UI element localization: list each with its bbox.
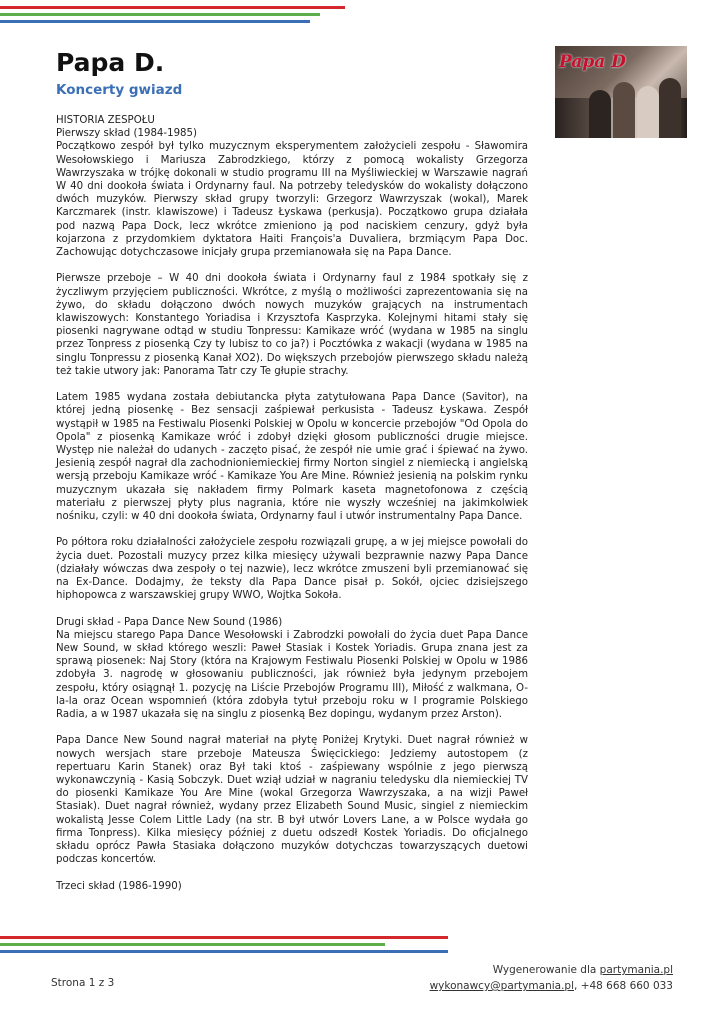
subheading-first-lineup: Pierwszy skład (1984-1985) (56, 128, 197, 140)
article-body (56, 114, 528, 893)
paragraph: Pierwsze przeboje – W 40 dni dookoła świata i Ordynarny faul z 1984 spotkały się z życzliwym przyjęciem publiczności. Wkrótce, z myślą o możliwości zaprezentowania się na żywo, do składu dołączono dwóch nowych muzyków grających na instrumentach klawiszowych: Konstantego Yoriadisa i Krzysztofa Kasprzyka. Kolejnymi hitami stały się piosenki nagrywane odtąd w studiu Tonpressu: Kamikaze wróć (wydana w 1985 na singlu przez Tonpress z piosenką Czy ty lubisz to co ja?) i Pocztówka z wakacji (wydana w 1985 na singlu Tonpressu z piosenką Kanał XO2). Do większych przebojów pierwszego składu należą też takie utwory jak: Panorama Tatr czy Te głupie strachy. (56, 273, 528, 377)
generated-line (430, 962, 673, 978)
paragraph: Latem 1985 wydana została debiutancka płyta zatytułowana Papa Dance (Savitor), na której jedną piosenkę - Bez sensacji zaśpiewał perkusista - Tadeusz Łyskawa. Zespół wystąpił w 1985 na Festiwalu Piosenki Polskiej w Opolu w koncercie przebojów "Od Opola do Opola" z piosenką Kamikaze wróć i zdobył dzięki głosom publiczności drugie miejsce. Występ nie należał do udanych - zaczęto pisać, że zespół nie umie grać i śpiewać na żywo. Jesienią zespół nagrał dla zachodnioniemieckiej firmy Norton singiel z niemiecką i angielską wersją przeboju Kamikaze wróć - Kamikaze You Are Mine. Również jesienią na polskim rynku muzycznym ukazała się nakładem firmy Polmark kaseta magnetofonowa z częścią materiału z pierwszej płyty plus nagrania, które nie wyszły wcześniej na jakimkolwiek nośniku, czyli: w 40 dni dookoła świata, Ordynarny faul i utwór instrumentalny Papa Dance. (56, 392, 528, 523)
phone-number: , +48 668 660 033 (574, 980, 673, 992)
page-number: Strona 1 z 3 (51, 977, 115, 989)
section-heading: HISTORIA ZESPOŁU (56, 115, 155, 126)
paragraph: Papa Dance New Sound nagrał materiał na płytę Poniżej Krytyki. Duet nagrał również w nowych wersjach stare przeboje Mateusza Święcickiego: Jedziemy autostopem (z repertuaru Karin Stanek) oraz Był taki ktoś - zaśpiewany wspólnie z jego pierwszą wykonawczynią - Kasią Sobczyk. Duet wziął udział w nagraniu teledysku dla niemieckiej TV do piosenki Kamikaze You Are Mine (wokal Grzegorza Wawrzyszaka, a na wizji Paweł Stasiak). Duet nagrał również, wydany przez Elizabeth Sound Music, singiel z niemieckim wokalistą Jesse Colem Little Lady (na str. B był utwór Lovers Lane, a w Polsce wydała go firma Tonpress). Kilka miesięcy później z duetu odszedł Kostek Yoriadis. Do oficjalnego składu oprócz Pawła Stasiaka dołączono muzyków dotychczas towarzyszących duetowi podczas koncertów. (56, 735, 528, 866)
stripe-green (0, 943, 385, 946)
band-member-figure (659, 78, 681, 138)
stripe-red (0, 6, 345, 9)
band-logo: Papa D (559, 52, 626, 72)
contact-line (430, 978, 673, 994)
band-member-figure (613, 82, 635, 138)
email-link[interactable]: wykonawcy@partymania.pl (429, 980, 575, 992)
paragraph: Na miejscu starego Papa Dance Wesołowski i Zabrodzki powołali do życia duet Papa Dance New Sound, w skład którego weszli: Paweł Stasiak i Kostek Yoriadis. Grupa znana jest za sprawą piosenek: Naj Story (która na Krajowym Festiwalu Piosenki Polskiej w Opolu w 1986 zdobyła 3. nagrodę w głosowaniu publiczności, jak również była jedynym przebojem zespołu, który osiągnął 1. pozycję na Liście Przebojów Programu III), Miłość z walkmana, O-la-la oraz Ocean wspomnień (która zdobyła tytuł przeboju roku w I programie Polskiego Radia, a w 1987 ukazała się na singlu z piosenką Bez dopingu, wydanym przez Arston). (56, 629, 528, 721)
band-member-figure (637, 86, 659, 138)
stripe-blue (0, 20, 310, 23)
paragraph: Początkowo zespół był tylko muzycznym eksperymentem założycieli zespołu - Sławomira Wesołowskiego i Mariusza Zabrodzkiego, którzy z pomocą wokalisty Grzegorza Wawrzyszaka w trójkę dokonali w studio programu III na Myśliwieckiej w Warszawie nagrań W 40 dni dookoła świata i Ordynarny faul. Na potrzeby teledysków do wokalisty dołączono dwóch muzyków. Pierwszy skład grupy tworzyli: Grzegorz Wawrzyszak (wokal), Marek Karczmarek (instr. klawiszowe) i Tadeusz Łyskawa (perkusja). Początkowo grupa działała pod nazwą Papa Dock, lecz wkrótce zmieniono ją pod naciskiem cenzury, gdyż była kojarzona z przydomkiem dyktatora Haiti François'a Duvaliera, brzmiącym Papa Doc. Zachowując dotychczasowe inicjały grupa przemianowała się na Papa Dance. (56, 141, 528, 259)
footer-contact (430, 962, 673, 994)
page-title: Papa D. (56, 48, 165, 77)
subheading-third-lineup: Trzeci skład (1986-1990) (56, 880, 182, 892)
band-member-figure (589, 90, 611, 138)
stripe-green (0, 13, 320, 16)
bottom-decorative-stripes (0, 936, 448, 957)
generated-prefix: Wygenerowanie dla (492, 964, 600, 976)
subheading-second-lineup: Drugi skład - Papa Dance New Sound (1986) (56, 616, 283, 628)
stripe-red (0, 936, 448, 939)
stripe-blue (0, 950, 448, 953)
band-photo (555, 46, 687, 138)
top-decorative-stripes (0, 6, 345, 27)
page-subtitle: Koncerty gwiazd (56, 82, 183, 98)
site-link[interactable]: partymania.pl (599, 964, 673, 976)
paragraph: Po półtora roku działalności założyciele zespołu rozwiązali grupę, a w jej miejsce powołali do życia duet. Pozostali muzycy przez kilka miesięcy używali bezprawnie nazwy Papa Dance (działały wówczas dwa zespoły o tej nazwie), lecz wkrótce zmuszeni byli przemianować się na Ex-Dance. Dodajmy, że teksty dla Papa Dance pisał p. Sokół, ojciec dzisiejszego hiphopowca z warszawskiej grupy WWO, Wojtka Sokoła. (56, 537, 528, 602)
